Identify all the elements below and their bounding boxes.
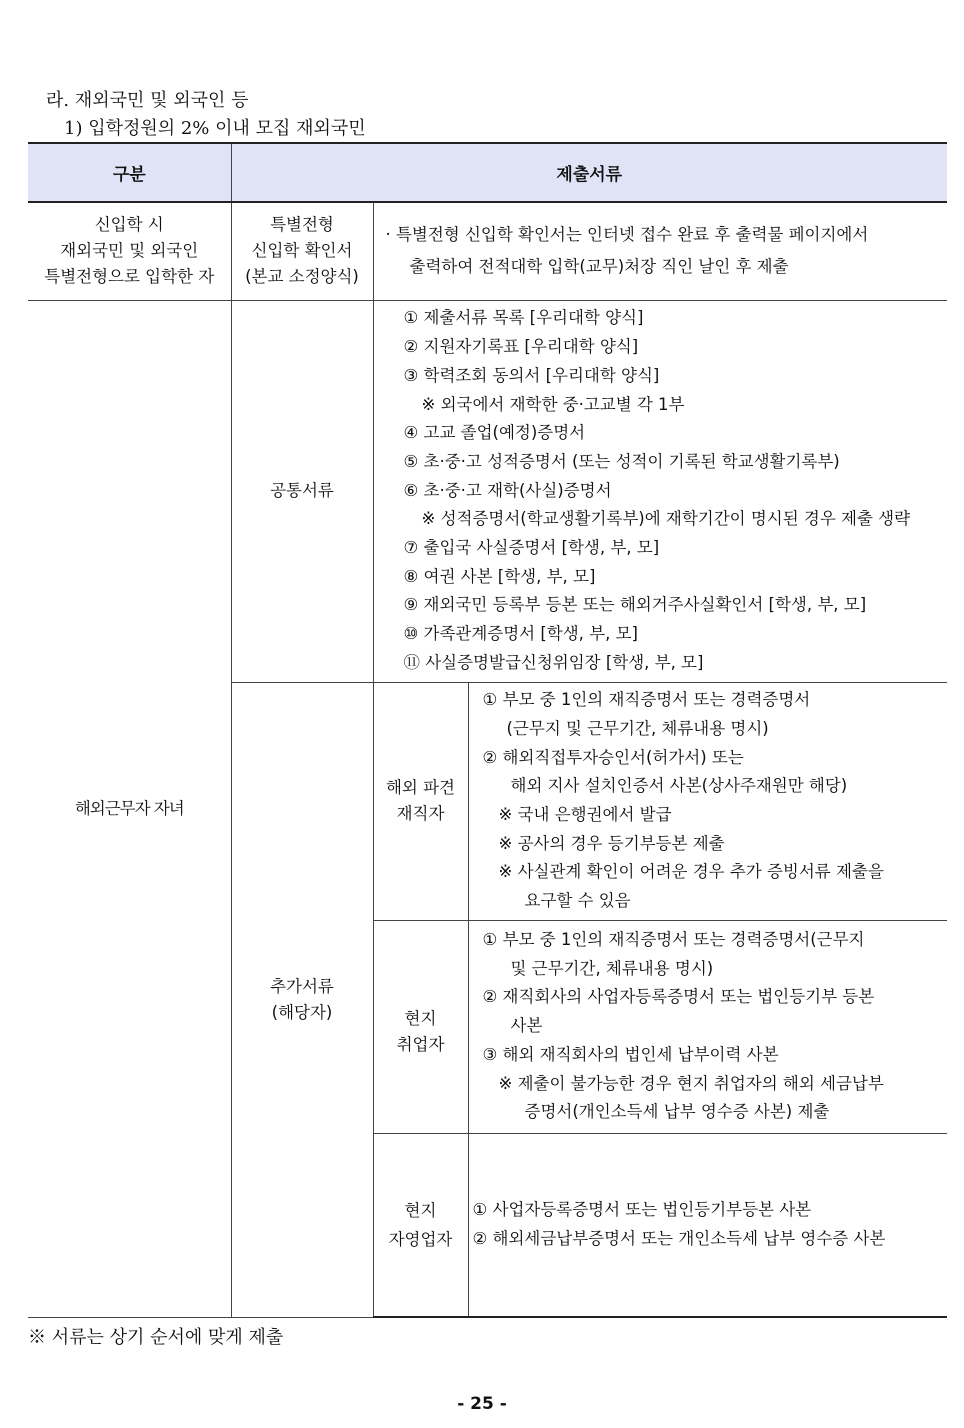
common-docs-list bbox=[373, 300, 947, 682]
common-docs-label: 공통서류 bbox=[231, 300, 373, 682]
list-item: ① 부모 중 1인의 재직증명서 또는 경력증명서 bbox=[482, 690, 811, 710]
special-category-cell: 신입학 시 재외국민 및 외국인 특별전형으로 입학한 자 bbox=[28, 202, 231, 300]
list-item: ② 재직회사의 사업자등록증명서 또는 법인등기부 등본 bbox=[482, 987, 875, 1007]
list-item: ⑤ 초·중·고 성적증명서 (또는 성적이 기록된 학교생활기록부) bbox=[403, 451, 840, 471]
list-item: 해외 지사 설치인증서 사본(상사주재원만 해당) bbox=[510, 776, 848, 796]
header-documents: 제출서류 bbox=[231, 143, 947, 202]
table-row bbox=[28, 202, 947, 300]
list-item: ② 해외세금납부증명서 또는 개인소득세 납부 영수증 사본 bbox=[472, 1228, 886, 1248]
local-employee-docs-list bbox=[468, 920, 947, 1133]
list-note: ※ 공사의 경우 등기부등본 제출 bbox=[498, 833, 725, 853]
local-employee-type-cell: 현지 취업자 bbox=[373, 920, 468, 1133]
list-note: 요구할 수 있음 bbox=[524, 891, 631, 911]
section-heading: 라. 재외국민 및 외국인 등 bbox=[46, 90, 249, 111]
list-item: 및 근무기간, 체류내용 명시) bbox=[510, 958, 714, 978]
page-number: - 25 - bbox=[457, 1394, 507, 1414]
list-item: ① 제출서류 목록 [우리대학 양식] bbox=[403, 308, 644, 328]
documents-table bbox=[28, 142, 947, 1318]
list-item: ⑩ 가족관계증명서 [학생, 부, 모] bbox=[403, 624, 638, 644]
table-row bbox=[28, 300, 947, 682]
table-header-row bbox=[28, 143, 947, 202]
list-item: ⑨ 재외국민 등록부 등본 또는 해외거주사실확인서 [학생, 부, 모] bbox=[403, 595, 867, 615]
list-item: ③ 해외 재직회사의 법인세 납부이력 사본 bbox=[482, 1044, 779, 1064]
header-category: 구분 bbox=[28, 143, 231, 202]
dispatch-docs-list bbox=[468, 682, 947, 920]
list-item: ② 해외직접투자승인서(허가서) 또는 bbox=[482, 747, 744, 767]
special-desc-cell: · 특별전형 신입학 확인서는 인터넷 접수 완료 후 출력물 페이지에서 출력하여 전적대학 입학(교무)처장 직인 날인 후 제출 bbox=[373, 202, 947, 300]
list-note: ※ 성적증명서(학교생활기록부)에 재학기간이 명시된 경우 제출 생략 bbox=[421, 509, 911, 529]
footer-note: ※ 서류는 상기 순서에 맞게 제출 bbox=[28, 1327, 284, 1348]
list-item: (근무지 및 근무기간, 체류내용 명시) bbox=[506, 718, 769, 738]
list-note: 증명서(개인소득세 납부 영수증 사본) 제출 bbox=[524, 1102, 830, 1122]
list-item: ① 부모 중 1인의 재직증명서 또는 경력증명서(근무지 bbox=[482, 930, 865, 950]
list-item: ⑪ 사실증명발급신청위임장 [학생, 부, 모] bbox=[403, 652, 704, 672]
list-item: ⑥ 초·중·고 재학(사실)증명서 bbox=[403, 480, 612, 500]
list-note: ※ 외국에서 재학한 중·고교별 각 1부 bbox=[421, 394, 685, 414]
list-item: ② 지원자기록표 [우리대학 양식] bbox=[403, 337, 639, 357]
additional-docs-label: 추가서류 (해당자) bbox=[231, 682, 373, 1317]
self-employed-docs-list bbox=[468, 1133, 947, 1317]
list-note: ※ 제출이 불가능한 경우 현지 취업자의 해외 세금납부 bbox=[498, 1073, 884, 1093]
self-employed-type-cell: 현지 자영업자 bbox=[373, 1133, 468, 1317]
list-item: ⑦ 출입국 사실증명서 [학생, 부, 모] bbox=[403, 538, 660, 558]
list-item: 사본 bbox=[510, 1016, 543, 1036]
list-note: ※ 사실관계 확인이 어려운 경우 추가 증빙서류 제출을 bbox=[498, 862, 884, 882]
dispatch-type-cell: 해외 파견 재직자 bbox=[373, 682, 468, 920]
list-item: ④ 고교 졸업(예정)증명서 bbox=[403, 423, 586, 443]
subsection-heading: 1) 입학정원의 2% 이내 모집 재외국민 bbox=[64, 118, 366, 139]
list-note: ※ 국내 은행권에서 발급 bbox=[498, 805, 672, 824]
list-item: ① 사업자등록증명서 또는 법인등기부등본 사본 bbox=[472, 1200, 812, 1220]
list-item: ③ 학력조회 동의서 [우리대학 양식] bbox=[403, 365, 660, 385]
list-item: ⑧ 여권 사본 [학생, 부, 모] bbox=[403, 566, 596, 586]
overseas-category-cell: 해외근무자 자녀 bbox=[28, 300, 231, 1317]
special-doc-cell: 특별전형 신입학 확인서 (본교 소정양식) bbox=[231, 202, 373, 300]
